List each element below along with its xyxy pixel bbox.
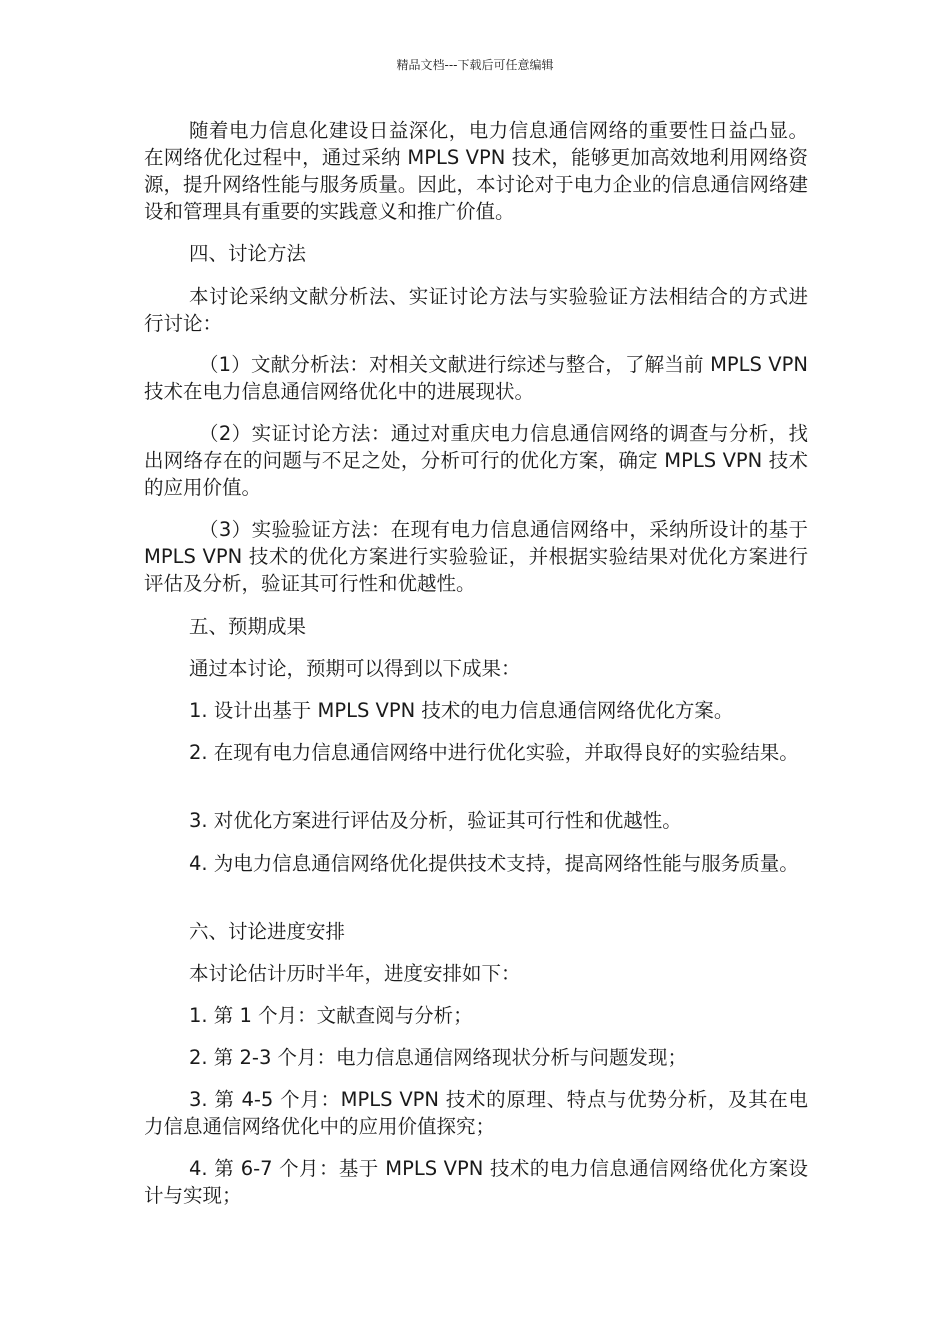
paragraph-intro: 随着电力信息化建设日益深化，电力信息通信网络的重要性日益凸显。在网络优化过程中，通过采纳 MPLS VPN 技术，能够更加高效地利用网络资源，提升网络性能与服务质量。因此，本讨论对于电力企业的信息通信网络建设和管理具有重要的实践意义和推广价值。	[144, 119, 808, 223]
paragraph-method-2: （2）实证讨论方法：通过对重庆电力信息通信网络的调查与分析，找出网络存在的问题与不足之处，分析可行的优化方案，确定 MPLS VPN 技术的应用价值。	[144, 422, 808, 499]
list-item-result-3: 3. 对优化方案进行评估及分析，验证其可行性和优越性。	[189, 809, 682, 832]
page-header: 精品文档---下载后可任意编辑	[396, 58, 554, 72]
paragraph-methods-intro: 本讨论采纳文献分析法、实证讨论方法与实验验证方法相结合的方式进行讨论：	[144, 285, 808, 335]
section-heading-schedule: 六、讨论进度安排	[189, 920, 346, 943]
paragraph-results-intro: 通过本讨论，预期可以得到以下成果：	[189, 657, 521, 680]
paragraph-method-1: （1）文献分析法：对相关文献进行综述与整合，了解当前 MPLS VPN 技术在电力信息通信网络优化中的进展现状。	[144, 353, 808, 403]
list-item-schedule-2: 2. 第 2-3 个月：电力信息通信网络现状分析与问题发现；	[189, 1046, 688, 1069]
list-item-result-4: 4. 为电力信息通信网络优化提供技术支持，提高网络性能与服务质量。	[189, 852, 799, 875]
section-heading-results: 五、预期成果	[189, 615, 307, 638]
list-item-schedule-4: 4. 第 6-7 个月：基于 MPLS VPN 技术的电力信息通信网络优化方案设计与实现；	[144, 1157, 808, 1207]
section-heading-methods: 四、讨论方法	[189, 242, 307, 265]
paragraph-method-3: （3）实验验证方法：在现有电力信息通信网络中，采纳所设计的基于 MPLS VPN 技术的优化方案进行实验验证，并根据实验结果对优化方案进行评估及分析，验证其可行性和优越性。	[144, 518, 808, 595]
list-item-result-2: 2. 在现有电力信息通信网络中进行优化实验，并取得良好的实验结果。	[189, 741, 799, 764]
list-item-result-1: 1. 设计出基于 MPLS VPN 技术的电力信息通信网络优化方案。	[189, 699, 734, 722]
paragraph-schedule-intro: 本讨论估计历时半年，进度安排如下：	[189, 962, 521, 985]
list-item-schedule-1: 1. 第 1 个月：文献查阅与分析；	[189, 1004, 473, 1027]
list-item-schedule-3: 3. 第 4-5 个月：MPLS VPN 技术的原理、特点与优势分析，及其在电力信息通信网络优化中的应用价值探究；	[144, 1088, 808, 1138]
